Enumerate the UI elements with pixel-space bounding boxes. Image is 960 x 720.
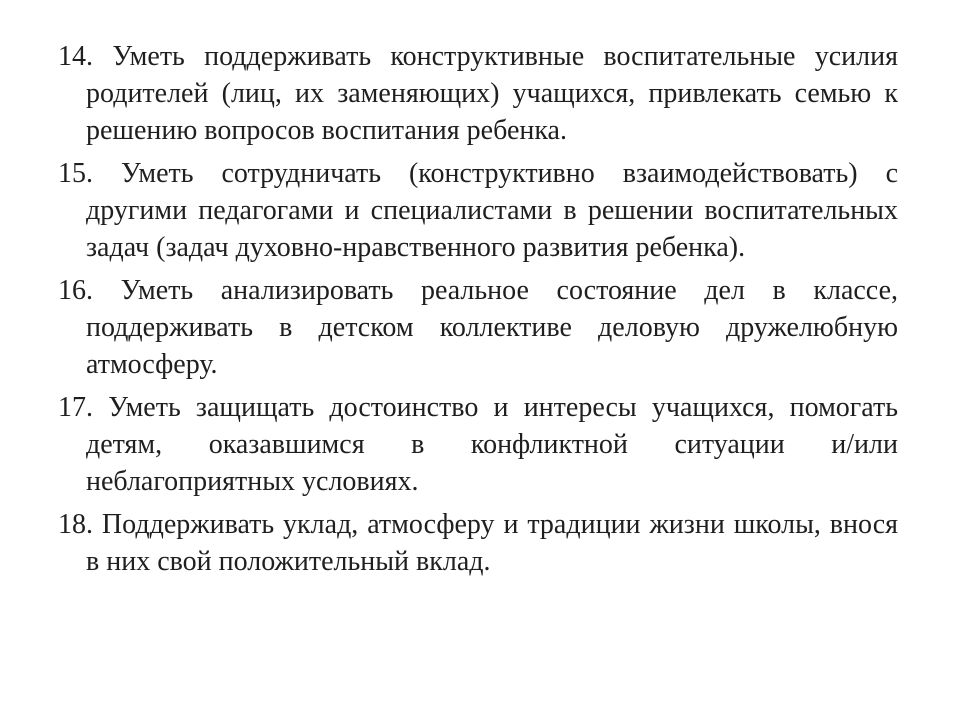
item-text: Поддерживать уклад, атмосферу и традиции жизни школы, внося в них свой положительный вклад. xyxy=(86,509,899,577)
item-number: 15. xyxy=(58,158,93,189)
item-text: Уметь сотрудничать (конструктивно взаимодействовать) с другими педагогами и специалистами в решении воспитательных задач (задач духовно-нравственного развития ребенка). xyxy=(86,158,898,263)
item-number: 17. xyxy=(58,392,93,423)
item-number: 16. xyxy=(58,275,93,306)
list-item xyxy=(58,506,898,580)
item-number: 18. xyxy=(58,509,93,540)
item-number: 14. xyxy=(58,41,93,72)
item-text: Уметь поддерживать конструктивные воспитательные усилия родителей (лиц, их заменяющих) учащихся, привлекать семью к решению вопросов воспитания ребенка. xyxy=(86,41,899,146)
slide-content xyxy=(58,38,898,586)
list-item xyxy=(58,38,898,149)
item-text: Уметь анализировать реальное состояние дел в классе, поддерживать в детском коллективе деловую дружелюбную атмосферу. xyxy=(86,275,899,380)
list-item xyxy=(58,389,898,500)
list-item xyxy=(58,272,898,383)
list-item xyxy=(58,155,898,266)
item-text: Уметь защищать достоинство и интересы учащихся, помогать детям, оказавшимся в конфликтной ситуации и/или неблагоприятных условиях. xyxy=(86,392,899,497)
